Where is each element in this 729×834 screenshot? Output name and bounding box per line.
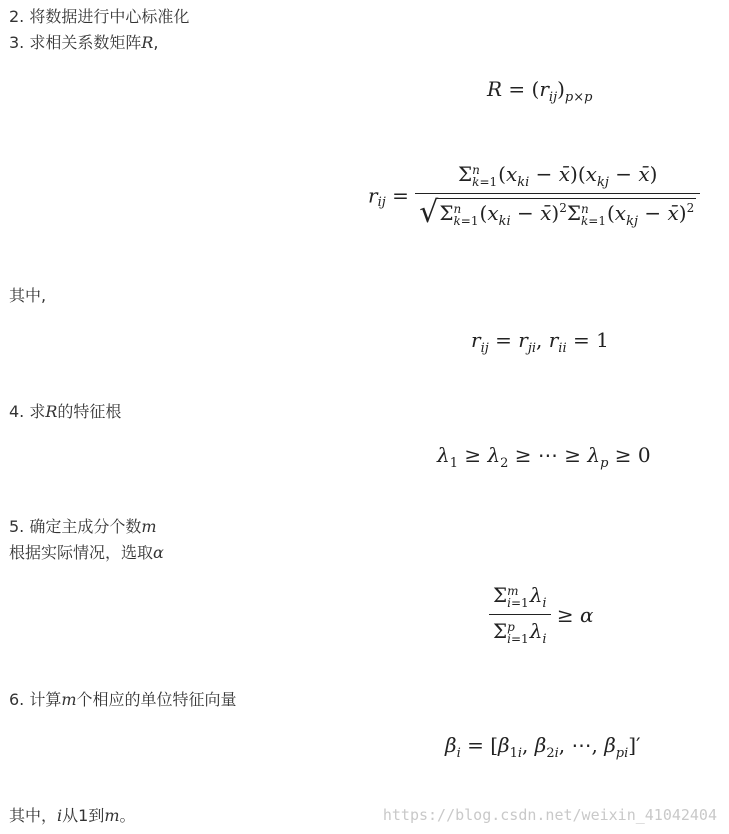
note-text: 其中， xyxy=(9,806,58,825)
step-5 xyxy=(9,516,157,538)
equation-eigenvector: $\beta_i = [\beta_{1i}$, $\beta_{2i}$, ⋯, $\beta_{pi}]'$ xyxy=(445,733,641,761)
watermark: https://blog.csdn.net/weixin_41042404 xyxy=(382,806,717,824)
equation-rij: $r_{ij}$ = Σ n k=1 ($x_{ki}$ − $x̄)(x_{kj}$ − x̄) √ Σ n k=1 ($x_{ki}$ − x̄)$^2$Σ n k=1 ($x_{kj}$ − x̄)$^2$ xyxy=(368,162,700,229)
contribution-fraction: Σ m i=1 $\lambda_i$ Σ p i=1 $\lambda_i$ xyxy=(489,583,551,647)
note-range xyxy=(9,805,136,827)
equation-symmetry: $r_{ij} = r_{ji}$, $r_{ii} = 1$ xyxy=(471,328,609,356)
step-number: 3. xyxy=(9,33,25,52)
step-variable: R xyxy=(141,33,154,52)
step-text: 将数据进行中心标准化 xyxy=(29,7,190,26)
note-text: 其中, xyxy=(9,286,47,305)
step-variable: m xyxy=(61,690,77,709)
step-number: 2. xyxy=(9,7,25,26)
note-middle: 从1到 xyxy=(62,806,105,825)
step-text: 求 xyxy=(29,402,46,421)
step-number: 6. xyxy=(9,690,25,709)
note-tail: 。 xyxy=(119,806,136,825)
step-variable: R xyxy=(45,402,58,421)
step-5-note xyxy=(9,542,164,564)
note-variable: i xyxy=(57,806,63,825)
step-3 xyxy=(9,32,159,54)
equation-contribution: Σ m i=1 $\lambda_i$ Σ p i=1 $\lambda_i$ ≥ α xyxy=(489,583,594,647)
step-number: 5. xyxy=(9,517,25,536)
step-6 xyxy=(9,689,237,711)
correlation-fraction: Σ n k=1 ($x_{ki}$ − $x̄)(x_{kj}$ − x̄) √ Σ n k=1 ($x_{ki}$ − x̄)$^2$Σ n k=1 ($x_{kj}$ − x̄)$^2$ xyxy=(415,162,700,229)
step-variable: m xyxy=(141,517,157,536)
step-variable: α xyxy=(153,543,164,562)
note-where xyxy=(9,285,46,307)
step-number: 4. xyxy=(9,402,25,421)
step-4 xyxy=(9,401,121,423)
step-2 xyxy=(9,6,189,28)
step-tail: 个相应的单位特征向量 xyxy=(76,690,237,709)
step-text: 确定主成分个数 xyxy=(29,517,142,536)
step-tail: , xyxy=(153,33,159,52)
equation-matrix: $R = (r_{ij})_{p\times p}$ xyxy=(487,77,593,105)
step-tail: 的特征根 xyxy=(57,402,122,421)
step-text: 求相关系数矩阵 xyxy=(29,33,142,52)
step-text: 计算 xyxy=(29,690,62,709)
note-variable: m xyxy=(104,806,120,825)
equation-eigen-order: $\lambda_1 \ge \lambda_2$ ≥ ⋯ ≥ $\lambda_p \ge 0$ xyxy=(437,443,651,471)
step-text: 根据实际情况，选取 xyxy=(9,543,154,562)
